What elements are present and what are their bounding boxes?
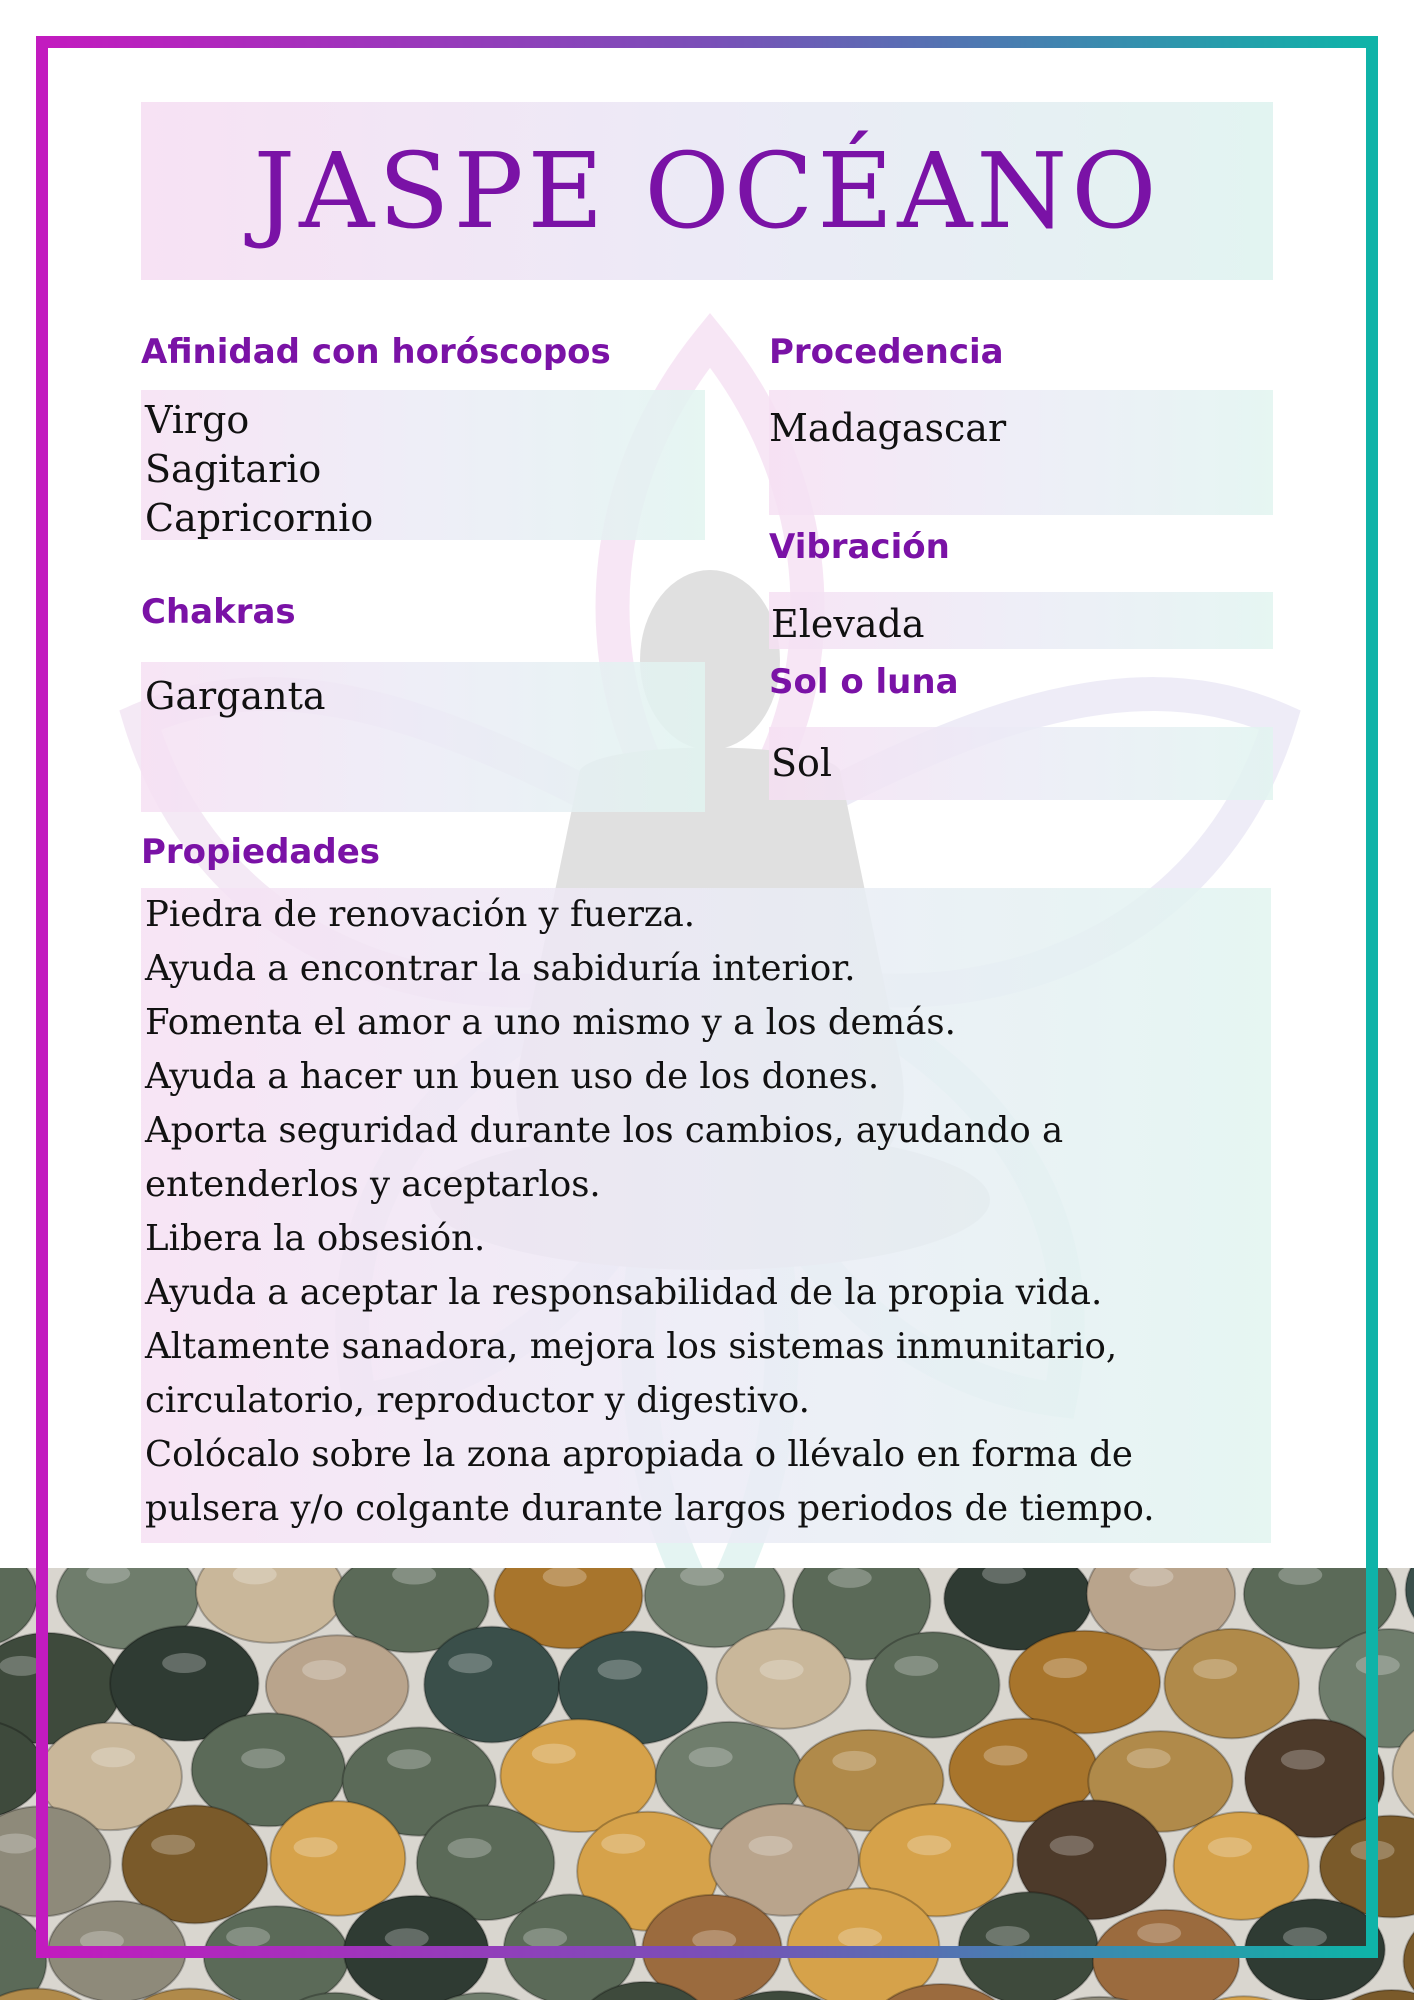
horoscopo-value: Virgo	[145, 398, 250, 442]
stone	[959, 1892, 1098, 2000]
stone-highlight	[1193, 1659, 1237, 1679]
stone-highlight	[448, 1653, 492, 1673]
stone	[270, 1801, 405, 1916]
stone-highlight	[1050, 1836, 1094, 1856]
propiedad-line: pulsera y/o colgante durante largos periodos de tiempo.	[145, 1488, 1155, 1529]
stone-highlight	[385, 1928, 429, 1948]
chakras-box	[141, 662, 705, 812]
stone	[1245, 1899, 1385, 2000]
title-banner	[141, 102, 1273, 280]
chakras-value: Garganta	[145, 674, 326, 718]
stone-highlight	[832, 1751, 876, 1771]
propiedad-line: Colócalo sobre la zona apropiada o llévalo en forma de	[145, 1434, 1133, 1475]
stone	[1093, 1910, 1239, 2000]
stone-highlight	[151, 1835, 195, 1855]
propiedad-line: Fomenta el amor a uno mismo y a los demás.	[145, 1002, 956, 1043]
stone-highlight	[1351, 1840, 1395, 1860]
stone-highlight	[1281, 1750, 1325, 1770]
stone-highlight	[598, 1660, 642, 1680]
stone-highlight	[226, 1927, 270, 1947]
ocean-jasper-stones-photo	[0, 1568, 1414, 2000]
propiedad-line: circulatorio, reproductor y digestivo.	[145, 1380, 810, 1421]
propiedad-line: Aporta seguridad durante los cambios, ayudando a	[145, 1110, 1064, 1151]
chakras-label: Chakras	[141, 592, 296, 632]
stone-highlight	[241, 1748, 285, 1768]
stone-highlight	[986, 1926, 1030, 1946]
stone-highlight	[601, 1834, 645, 1854]
stone	[1164, 1629, 1299, 1739]
stones-illustration	[0, 1568, 1414, 2000]
horoscopos-box	[141, 390, 705, 540]
stone-highlight	[689, 1747, 733, 1767]
stone-highlight	[838, 1928, 882, 1948]
stone-highlight	[894, 1656, 938, 1676]
sol-luna-label: Sol o luna	[769, 662, 959, 702]
stone-highlight	[91, 1747, 135, 1767]
sol-luna-box	[769, 727, 1273, 800]
propiedad-line: Altamente sanadora, mejora los sistemas inmunitario,	[145, 1326, 1118, 1367]
stone-highlight	[162, 1653, 206, 1673]
propiedad-line: Libera la obsesión.	[145, 1218, 486, 1259]
stone-highlight	[387, 1749, 431, 1769]
stone-highlight	[749, 1836, 793, 1856]
stone	[424, 1627, 559, 1743]
stone-highlight	[828, 1568, 872, 1588]
stone	[48, 1901, 186, 2000]
stone	[504, 1894, 636, 2000]
stone-highlight	[760, 1660, 804, 1680]
vibracion-label: Vibración	[769, 527, 950, 567]
horoscopos-label: Afinidad con horóscopos	[141, 332, 611, 372]
horoscopo-value: Capricornio	[145, 496, 374, 540]
procedencia-label: Procedencia	[769, 332, 1004, 372]
stone-highlight	[302, 1660, 346, 1680]
stone	[1403, 1908, 1414, 2000]
propiedad-line: Ayuda a hacer un buen uso de los dones.	[145, 1056, 880, 1097]
stone-highlight	[532, 1744, 576, 1764]
stone-highlight	[1127, 1748, 1171, 1768]
sol-luna-value: Sol	[771, 741, 833, 785]
stone-highlight	[0, 1656, 43, 1676]
stone-highlight	[984, 1746, 1028, 1766]
horoscopo-value: Sagitario	[145, 447, 322, 491]
procedencia-box	[769, 390, 1273, 515]
procedencia-value: Madagascar	[769, 406, 1007, 450]
propiedades-box	[141, 888, 1271, 1543]
propiedad-line: Ayuda a aceptar la responsabilidad de la propia vida.	[145, 1272, 1103, 1313]
propiedad-line: Piedra de renovación y fuerza.	[145, 894, 696, 935]
stone-highlight	[448, 1838, 492, 1858]
stone	[204, 1906, 349, 2000]
page-title: JASPE OCÉANO	[253, 130, 1161, 252]
stone-highlight	[1356, 1655, 1400, 1675]
propiedad-line: entenderlos y aceptarlos.	[145, 1164, 601, 1205]
stone-highlight	[692, 1930, 736, 1950]
stone-highlight	[523, 1928, 567, 1948]
stone-highlight	[1043, 1658, 1087, 1678]
stone-highlight	[1137, 1923, 1181, 1943]
stone-highlight	[294, 1837, 338, 1857]
stone-highlight	[907, 1835, 951, 1855]
propiedad-line: Ayuda a encontrar la sabiduría interior.	[145, 948, 856, 989]
stone-highlight	[1283, 1927, 1327, 1947]
vibracion-box	[769, 592, 1273, 649]
vibracion-value: Elevada	[771, 602, 925, 646]
stone	[344, 1896, 489, 2000]
stone-highlight	[1208, 1837, 1252, 1857]
stone	[866, 1632, 999, 1738]
stone-highlight	[80, 1931, 124, 1951]
propiedades-label: Propiedades	[141, 832, 381, 872]
